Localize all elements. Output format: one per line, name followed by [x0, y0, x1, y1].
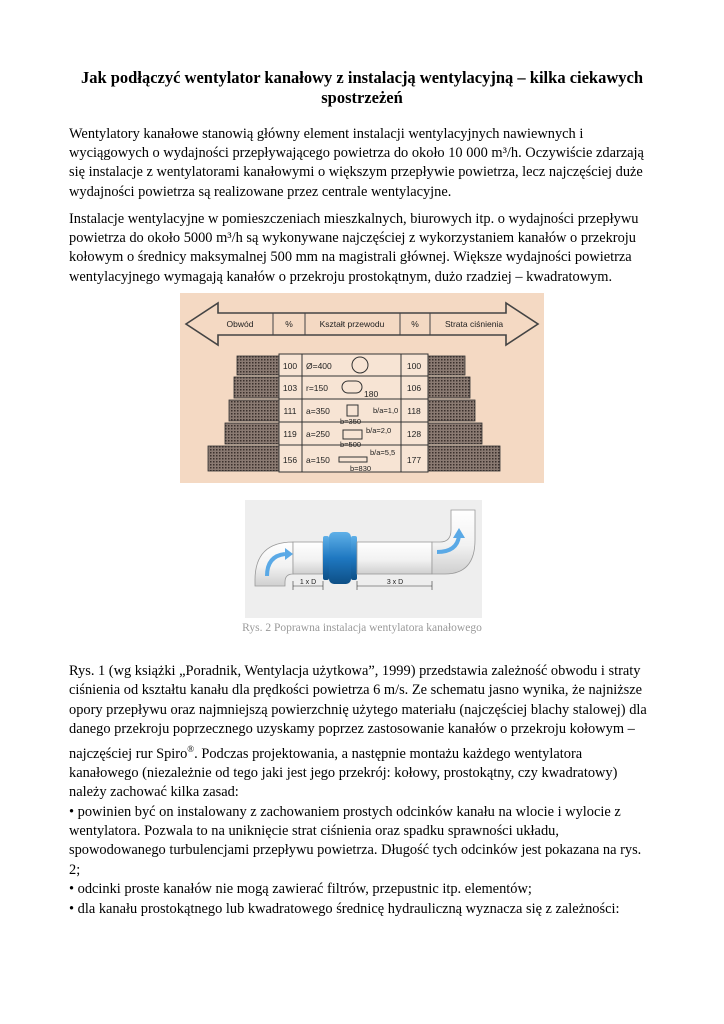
text-line: kanałowego (niezależnie od tego jaki jest jego przekrój: kołowy, prostokątny, czy kwadratowy): [69, 764, 618, 781]
row4-strata: 128: [406, 429, 422, 439]
figure-fan-installation: [245, 500, 482, 618]
outlet-duct: [357, 542, 432, 574]
header-pct-right: %: [411, 319, 419, 329]
row4-obwod: 119: [283, 429, 297, 439]
dimension-inlet: 1 x D: [299, 579, 317, 586]
text-line: należy zachować kilka zasad:: [69, 784, 239, 801]
text-line: 2;: [69, 861, 81, 878]
duct-shape-diagram: [180, 293, 544, 483]
row3-ratio: b/a=1,0: [373, 406, 399, 415]
header-shape: Kształt przewodu: [319, 319, 385, 329]
right-elbow: [432, 510, 475, 574]
text-line: • odcinki proste kanałów nie mogą zawierać filtrów, przepustnic itp. elementów;: [69, 881, 532, 898]
row4-width: b=500: [340, 440, 362, 449]
text-line-spiro: [69, 740, 659, 764]
row3-shape: a=350: [306, 406, 330, 416]
page-title: Jak podłączyć wentylator kanałowy z instalacją wentylacyjną – kilka ciekawych spostrzeżeń: [80, 68, 644, 107]
paragraph-intro: Wentylatory kanałowe stanowią główny element instalacji wentylacyjnych nawiewnych i wyciągowych o wydajności przepływającego powietrza do około 10 000 m³/h. Oczywiście zdarzają się instalacje z wentylatorami kanałowymi o większym przepływie powietrza, lecz najczęściej duże wydajności powietrza są realizowane przez centrale wentylacyjne.: [69, 126, 644, 200]
dimension-outlet: 3 x D: [386, 579, 404, 586]
inlet-duct: [293, 542, 323, 574]
paragraph-rules: [69, 662, 659, 919]
text-line: opory przepływu oraz najmniejszą powierzchnię użytego materiału (najczęściej blachy stalowej) dla: [69, 701, 647, 718]
text-line: Rys. 1 (wg książki „Poradnik, Wentylacja użytkowa”, 1999) przedstawia zależność obwodu i straty: [69, 663, 641, 679]
row5-shape: a=150: [306, 455, 330, 465]
row5-width: b=830: [350, 464, 372, 473]
registered-mark: ®: [187, 743, 195, 754]
figure-duct-shape-comparison: [180, 293, 544, 483]
row4-shape: a=250: [306, 429, 330, 439]
row2-obwod: 103: [282, 383, 298, 393]
row1-shape: Ø=400: [306, 361, 332, 371]
text-line: spowodowanego turbulencjami przepływu powietrza. Długość tych odcinków jest pokazana na rys.: [69, 842, 642, 859]
row3-strata: 118: [407, 406, 421, 416]
text-line: wentylatora. Pozwala to na uniknięcie strat ciśnienia oraz spadku sprawności układu,: [69, 823, 559, 840]
header-obwod: Obwód: [226, 319, 254, 329]
row5-obwod: 156: [282, 455, 298, 465]
text-line: danego przekroju poprzecznego uzyskamy poprzez zastosowanie kanałów o przekroju kołowym –: [69, 721, 635, 738]
row1-obwod: 100: [282, 361, 298, 371]
row5-ratio: b/a=5,5: [370, 448, 396, 457]
fan-flange-right: [351, 536, 357, 580]
row1-strata: 100: [406, 361, 422, 371]
text-line: • powinien być on instalowany z zachowaniem prostych odcinków kanału na wlocie i wylocie z: [69, 803, 621, 820]
row2-width: 180: [364, 389, 379, 399]
fan-installation-diagram: [245, 500, 482, 618]
header-strata: Strata ciśnienia: [444, 319, 504, 329]
text-line: • dla kanału prostokątnego lub kwadratowego średnicę hydrauliczną wyznacza się z zależności:: [69, 900, 620, 917]
text-line: ciśnienia od kształtu kanału dla prędkości powietrza 6 m/s. Ze schematu jasno wynika, że najniższe: [69, 682, 643, 699]
figure-caption: Rys. 2 Poprawna instalacja wentylatora kanałowego: [242, 622, 482, 634]
header-pct-left: %: [285, 319, 293, 329]
row4-ratio: b/a=2,0: [366, 426, 392, 435]
row2-strata: 106: [406, 383, 422, 393]
spiro-suffix: . Podczas projektowania, a następnie montażu każdego wentylatora: [194, 745, 583, 762]
row5-strata: 177: [406, 455, 422, 465]
paragraph-installations: Instalacje wentylacyjne w pomieszczeniach mieszkalnych, biurowych itp. o wydajności przepływu powietrza do około 5000 m³/h są wykonywane najczęściej z wykorzystaniem kanałów o przekroju kołowym o średnicy maksymalnej 500 mm na magistrali głównej. Większe wydajności powietrza wentylacyjnego wymagają kanałów o przekroju prostokątnym, dużo rzadziej – kwadratowym.: [69, 211, 639, 285]
row2-shape: r=150: [306, 383, 328, 393]
spiro-prefix: najczęściej rur Spiro: [69, 745, 188, 762]
row3-obwod: 111: [283, 406, 297, 416]
row3-width: b=350: [340, 417, 362, 426]
left-elbow: [255, 542, 293, 586]
fan-flange-left: [323, 536, 329, 580]
duct-fan-icon: [329, 532, 351, 584]
